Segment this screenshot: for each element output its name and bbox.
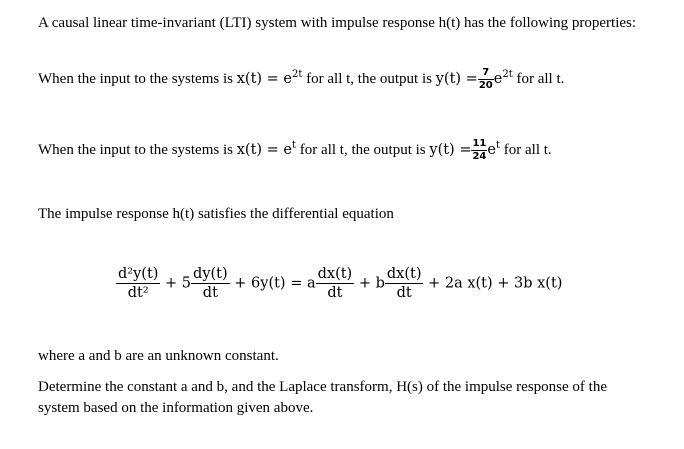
- de-intro-text: The impulse response h(t) satisfies the differential equation: [38, 206, 394, 222]
- cond1-input-expr: x(t) = e: [236, 70, 293, 87]
- term-dy-num: dy(t): [193, 266, 228, 282]
- cond2-output-expr: y(t) =: [429, 141, 472, 158]
- cond1-prefix: When the input to the systems is: [38, 70, 233, 87]
- task-text: Determine the constant a and b, and the Laplace transform, H(s) of the impulse response of the system based on the information given above.: [38, 379, 607, 416]
- cond2-frac-num: 11: [472, 138, 487, 149]
- term-d2y: [116, 266, 160, 301]
- cond1-output-base: e: [493, 70, 503, 87]
- term-d2y-num: d²y(t): [118, 266, 159, 282]
- cond1-fraction: [478, 67, 494, 92]
- differential-equation: [116, 266, 562, 301]
- condition-1: [38, 67, 564, 92]
- cond1-output-exp: 2t: [502, 68, 513, 80]
- term-dy-den: dt: [191, 283, 230, 302]
- cond2-middle: for all t, the output is: [299, 141, 426, 158]
- eq-mid: + 6y(t) = a: [234, 275, 316, 292]
- cond1-output-expr: y(t) =: [435, 70, 478, 87]
- term-d2y-den: dt²: [116, 283, 160, 302]
- term-dx-a-den: dt: [316, 283, 355, 302]
- eq-op-plus-b: + b: [358, 275, 385, 292]
- eq-op-plus-5: + 5: [165, 275, 192, 292]
- where-text: where a and b are an unknown constant.: [38, 348, 279, 364]
- cond2-input-expr: x(t) = e: [236, 141, 293, 158]
- cond2-frac-den: 24: [472, 151, 487, 162]
- cond2-output-base: e: [487, 141, 496, 158]
- cond2-prefix: When the input to the systems is: [38, 141, 233, 158]
- cond1-suffix: for all t.: [516, 70, 565, 87]
- cond1-frac-num: 7: [482, 67, 490, 78]
- term-dy: [191, 266, 230, 301]
- term-dx-b: [385, 266, 424, 301]
- cond1-input-exp: 2t: [292, 68, 303, 80]
- term-dx-a-num: dx(t): [317, 266, 353, 282]
- term-dx-b-den: dt: [385, 283, 424, 302]
- eq-tail: + 2a x(t) + 3b x(t): [428, 275, 563, 292]
- intro-text: A causal linear time-invariant (LTI) system with impulse response h(t) has the following properties:: [38, 15, 637, 31]
- cond2-fraction: [471, 138, 487, 163]
- cond1-middle: for all t, the output is: [306, 70, 432, 87]
- cond2-suffix: for all t.: [503, 141, 552, 158]
- cond1-frac-den: 20: [478, 80, 493, 91]
- term-dx-b-num: dx(t): [386, 266, 422, 282]
- term-dx-a: [316, 266, 355, 301]
- cond2-output-exp: t: [495, 139, 501, 151]
- condition-2: [38, 138, 552, 163]
- cond2-input-exp: t: [292, 139, 297, 151]
